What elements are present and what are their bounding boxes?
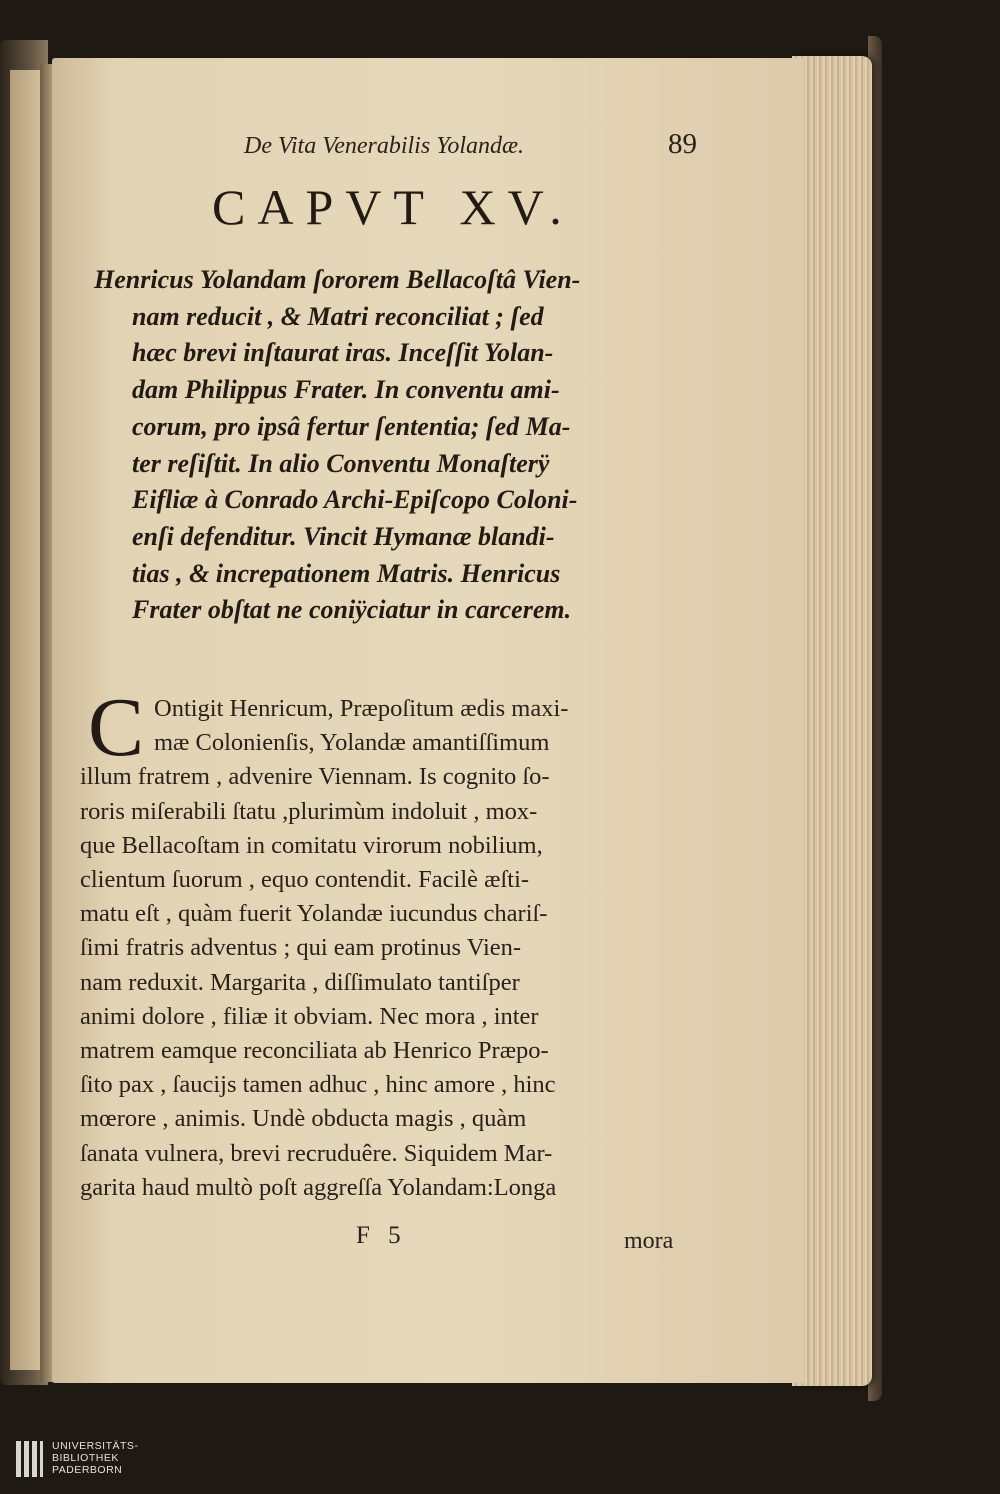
catchword: mora — [624, 1228, 674, 1254]
summary-line: nam reducit , & Matri reconciliat ; ſed — [132, 301, 544, 331]
summary-line: Henricus Yolandam ſororem Bellacoſtâ Vien- — [94, 265, 581, 294]
library-logo-text — [52, 1440, 138, 1476]
body-line: ſito pax , ſaucijs tamen adhuc , hinc amore , hinc — [80, 1071, 556, 1099]
body-line: nam reduxit. Margarita , diſſimulato tantiſper — [80, 968, 520, 996]
body-line: animi dolore , filiæ it obviam. Nec mora , inter — [80, 1002, 539, 1030]
body-line: illum fratrem , advenire Viennam. Is cognito ſo- — [80, 763, 550, 791]
summary-line: dam Philippus Frater. In conventu ami- — [132, 375, 560, 405]
drop-cap-initial: C — [88, 681, 145, 774]
logo-line: PADERBORN — [52, 1464, 123, 1476]
body-line: garita haud multò poſt aggreſſa Yolandam:Longa — [80, 1173, 557, 1201]
logo-line: UNIVERSITÄTS- — [52, 1440, 139, 1452]
summary-line: tias , & increpationem Matris. Henricus — [132, 558, 561, 588]
summary-line: ter reſiſtit. In alio Conventu Monaſterÿ — [132, 448, 550, 478]
body-line: clientum ſuorum , equo contendit. Facilè æſti- — [80, 866, 530, 894]
body-text — [80, 692, 720, 1205]
running-head: De Vita Venerabilis Yolandæ. — [244, 133, 525, 159]
body-line: ſanata vulnera, brevi recruduêre. Siquidem Mar- — [80, 1139, 553, 1167]
summary-line: hæc brevi inſtaurat iras. Inceſſit Yolan- — [132, 338, 554, 368]
chapter-summary — [94, 262, 714, 629]
body-line: Ontigit Henricum, Præpoſitum ædis maxi- — [154, 695, 569, 722]
logo-line: BIBLIOTHEK — [52, 1452, 119, 1464]
summary-line: enſi defenditur. Vincit Hymanæ blandi- — [132, 521, 555, 551]
summary-line: Eifliæ à Conrado Archi-Epiſcopo Coloni- — [132, 485, 578, 515]
summary-line: corum, pro ipsâ fertur ſententia; ſed Ma- — [132, 411, 571, 441]
body-line: mœrore , animis. Undè obducta magis , quàm — [80, 1105, 527, 1133]
body-line: matrem eamque reconciliata ab Henrico Præpo- — [80, 1037, 549, 1065]
chapter-title: CAPVT XV. — [212, 179, 574, 235]
body-line: matu eſt , quàm fuerit Yolandæ iucundus chariſ- — [80, 900, 548, 928]
body-line: mæ Colonienſis, Yolandæ amantiſſimum — [154, 729, 550, 757]
page-number: 89 — [668, 128, 697, 160]
signature-mark: F 5 — [356, 1222, 407, 1249]
library-logo-icon — [16, 1441, 44, 1477]
page-block-edge — [792, 56, 872, 1386]
body-line: ſimi fratris adventus ; qui eam protinus Vien- — [80, 934, 522, 962]
summary-line: Frater obſtat ne coniÿciatur in carcerem. — [132, 595, 572, 625]
body-line: roris miſerabili ſtatu ,plurimùm indoluit , mox- — [80, 797, 538, 825]
footer-bar — [0, 1430, 1000, 1494]
body-line: que Bellacoſtam in comitatu virorum nobilium, — [80, 831, 543, 859]
